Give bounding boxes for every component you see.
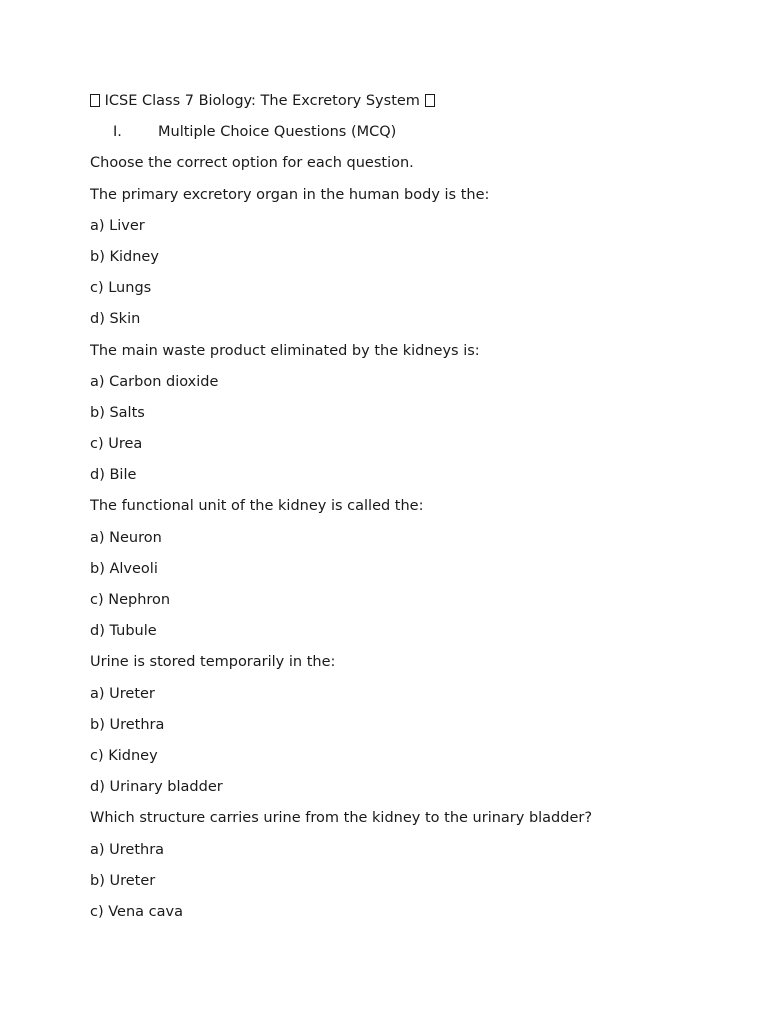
option-b: b) Urethra — [90, 716, 165, 733]
section-label: Multiple Choice Questions (MCQ) — [158, 124, 397, 141]
question-text: The functional unit of the kidney is called the: — [90, 498, 424, 515]
question-3 — [90, 495, 730, 651]
question-2 — [90, 340, 730, 496]
section-heading — [90, 121, 730, 152]
missing-glyph-icon — [425, 94, 435, 107]
option-a: a) Liver — [90, 217, 145, 234]
missing-glyph-icon — [90, 94, 100, 107]
question-5 — [90, 807, 730, 932]
option-b: b) Kidney — [90, 248, 159, 265]
question-1 — [90, 184, 730, 340]
option-d: d) Skin — [90, 311, 141, 328]
question-text: The primary excretory organ in the human body is the: — [90, 186, 490, 203]
section-number: I. — [113, 124, 122, 141]
option-a: a) Ureter — [90, 685, 155, 702]
option-a: a) Carbon dioxide — [90, 373, 219, 390]
option-c: c) Kidney — [90, 747, 158, 764]
question-text: The main waste product eliminated by the kidneys is: — [90, 342, 480, 359]
option-c: c) Lungs — [90, 280, 152, 297]
option-a: a) Neuron — [90, 529, 162, 546]
question-text: Urine is stored temporarily in the: — [90, 654, 336, 671]
option-b: b) Alveoli — [90, 560, 158, 577]
question-4 — [90, 651, 730, 807]
option-d: d) Bile — [90, 467, 137, 484]
document-title — [90, 90, 730, 121]
option-d: d) Tubule — [90, 623, 157, 640]
option-a: a) Urethra — [90, 841, 165, 858]
question-text: Which structure carries urine from the kidney to the urinary bladder? — [90, 810, 593, 827]
document-title-text: ICSE Class 7 Biology: The Excretory System — [104, 93, 420, 109]
option-c: c) Nephron — [90, 592, 171, 608]
option-c: c) Vena cava — [90, 903, 183, 920]
option-b: b) Salts — [90, 404, 145, 421]
document-page — [90, 90, 730, 932]
option-b: b) Ureter — [90, 872, 156, 889]
option-d: d) Urinary bladder — [90, 779, 223, 796]
instruction-text: Choose the correct option for each question. — [90, 155, 414, 172]
option-c: c) Urea — [90, 436, 143, 453]
